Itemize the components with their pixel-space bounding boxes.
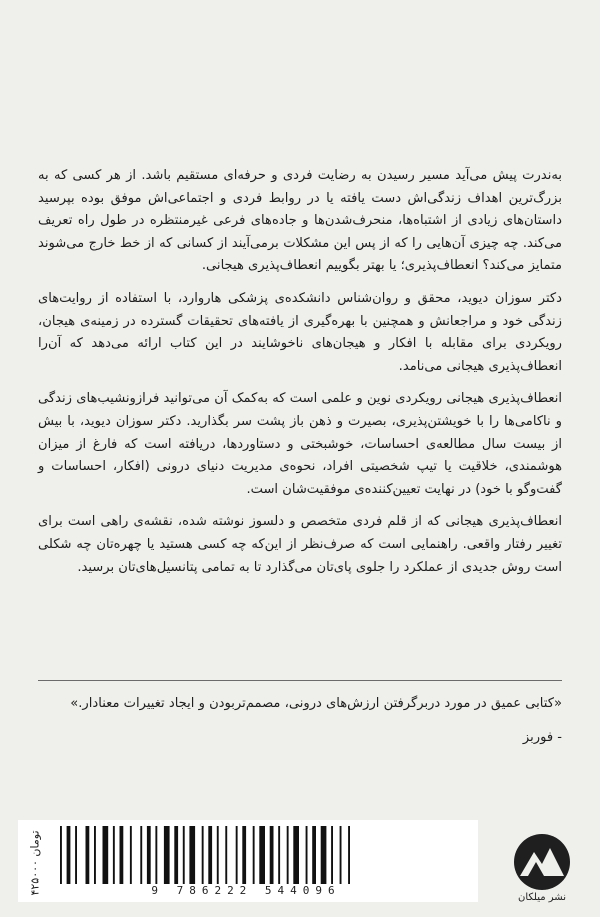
price-label [18,824,52,902]
paragraph-3: انعطاف‌پذیری هیجانی رویکردی نوین و علمی است که به‌کمک آن می‌توانید فرازونشیب‌های زندگی و ناکامی‌ها را با خویشتن‌پذیری، بصیرت و ذهن باز پشت سر بگذارید. دکتر سوزان دیوید، با بیش از بیست سال مطالعه‌ی احساسات، خوشبختی و دستاوردها، دریافته است که فارغ از میزان هوشمندی، خلاقیت یا تیپ شخصیتی افراد، نحوه‌ی مدیریت دنیای درونی (افکار، احساسات و گفت‌وگو با خود) در نهایت تعیین‌کننده‌ی موفقیت‌شان است. [38,391,562,497]
paragraph-4: انعطاف‌پذیری هیجانی که از قلم فردی متخصص و دلسوز نوشته شده، نقشه‌ی راهی است برای تغییر رفتار واقعی. راهنمایی است که صرف‌نظر از این‌که چه کسی هستید یا چهره‌تان چه شکلی است روش جدیدی از عملکرد را جلوی پای‌تان می‌گذارد تا به تمامی پتانسیل‌های‌تان برسید. [38,514,562,575]
divider-line [38,680,562,681]
description-text [38,165,562,589]
barcode-icon [56,826,436,886]
quote-attribution: - فوربز [522,730,562,745]
publisher-name: نشر میلکان [518,892,566,903]
review-quote [38,692,562,750]
quote-text: «کتابی عمیق در مورد دربرگرفتن ارزش‌های درونی، مصمم‌تربودن و ایجاد تغییرات معنادار.» [70,696,562,711]
barcode-number: 9 786222 544096 [151,884,341,897]
paragraph-2: دکتر سوزان دیوید، محقق و روان‌شناس دانشکده‌ی پزشکی هاروارد، با استفاده از روایت‌های زندگی خود و مراجعانش و همچنین با بهره‌گیری از یافته‌های تحقیقات گسترده در زمینه‌ی هیجان، رویکردی برای مقابله با افکار و هیجان‌های ناخوشایند در این کتاب ارائه می‌دهد که آن‌را انعطاف‌پذیری هیجانی می‌نامد. [38,290,562,374]
barcode-panel [18,820,478,902]
price-text: ۴۲۵۰۰۰ تومان [28,830,42,896]
paragraph-1: به‌ندرت پیش می‌آید مسیر رسیدن به رضایت فردی و حرفه‌ای مستقیم باشد. از هر کسی که به بزرگ‌ترین اهداف زندگی‌اش دست یافته یا در روابط فردی و اجتماعی‌اش موفق بوده بپرسید داستان‌های زیادی از اشتباه‌ها، منحرف‌شدن‌ها و جاده‌های فرعی غیرمنتظره در طول راه تعریف می‌کند. چه چیزی آن‌هایی را که از پس این مشکلات برمی‌آیند از کسانی که از خط خارج می‌شوند متمایز می‌کند؟ انعطاف‌پذیری؛ یا بهتر بگوییم انعطاف‌پذیری هیجانی. [38,168,562,274]
